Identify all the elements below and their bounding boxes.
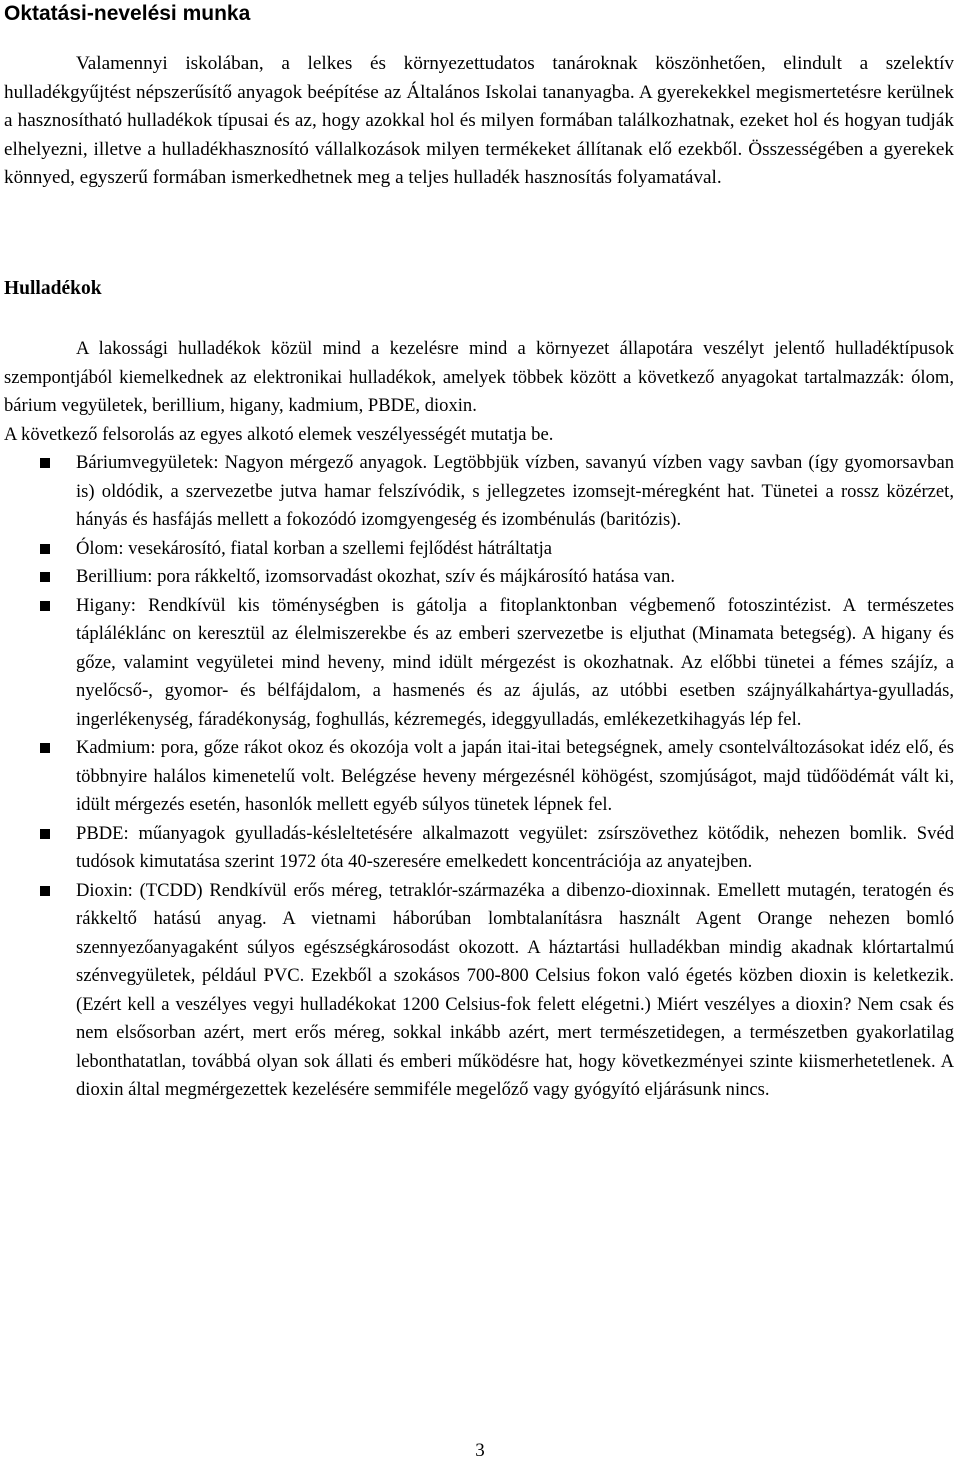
list-item [4,563,954,592]
list-item-text: Ólom: vesekárosító, fiatal korban a szellemi fejlődést hátráltatja [76,537,553,559]
list-item [4,877,954,1105]
list-item [4,820,954,877]
section-title: Hulladékok [4,278,102,299]
list-item-text: Higany: Rendkívül kis töménységben is gátolja a fitoplanktonban végbemenő fotoszintézist. A természetes tápláléklánc on keresztül az élelmiszerekbe és az emberi szervezetbe is eljuthat (Minamata betegség). A higany és gőze, valamint vegyületei mind heveny, mind idült mérgezést is okozhatnak. Az előbbi tünetei a fémes szájíz, a nyelőcső-, gyomor- és bélfájdalom, a hasmenés és az ájulás, az utóbbi esetben szájnyálkahártya-gyulladás, ingerlékenység, fáradékonyság, foghullás, kézremegés, ideggyulladás, emlékezetkihagyás lép fel. [76,594,954,730]
list-item [4,592,954,735]
square-bullet-icon [40,458,50,468]
hazard-list [4,449,954,1105]
list-item-text: Berillium: pora rákkeltő, izomsorvadást okozhat, szív és májkárosító hatása van. [76,566,675,587]
square-bullet-icon [40,572,50,582]
list-item-text: Kadmium: pora, gőze rákot okoz és okozója volt a japán itai-itai betegségnek, amely csontelváltozásokat idéz elő, és többnyire halálos kimenetelű volt. Belégzése heveny mérgezésnél köhögést, szomjúságot, majd tüdőödémát vált ki, idült mérgezés esetén, hasonlók mellett egyéb súlyos tünetek lépnek fel. [76,737,954,815]
list-item [4,734,954,820]
page-number: 3 [475,1440,485,1461]
waste-section [4,335,954,1105]
list-item-text: PBDE: műanyagok gyulladás-késleltetésére alkalmazott vegyület: zsírszövethez kötődik, nehezen bomlik. Svéd tudósok kimutatása szerint 1972 óta 40-szeresére emelkedett koncentrációja az anyatejben. [76,822,954,872]
list-item-text: Báriumvegyületek: Nagyon mérgező anyagok. Legtöbbjük vízben, savanyú vízben vagy savban (így gyomorsavban is) oldódik, a szervezetbe jutva hamar felszívódik, s jellegzetes izomsejt-méregként hat. Tünetei a rossz közérzet, hányás és hasfájás mellett a fokozódó izomgyengeség és izombénulás (baritózis). [76,452,954,530]
list-item [4,449,954,535]
list-item-text: Dioxin: (TCDD) Rendkívül erős méreg, tetraklór-származéka a dibenzo-dioxinnak. Emellett mutagén, teratogén és rákkeltő hatású anyag. A vietnami háborúban lombtalanításra használt Agent Orange nehezen bomló szennyezőanyagaként súlyos egészségkárosodást okozott. A háztartási hulladékban mindig akadnak klórtartalmú szénvegyületek, például PVC. Ezekből a szokásos 700-800 Celsius fokon való égetés közben dioxin is keletkezik. (Ezért kell a veszélyes vegyi hulladékokat 1200 Celsius-fok felett elégetni.) Miért veszélyes a dioxin? Nem csak és nem elsősorban azért, mert erős méreg, sokkal inkább azért, mert természetidegen, a természetben gyakorlatilag lebonthatatlan, továbbá olyan sok állati és emberi működésre hat, hogy következményei szinte kiismerhetetlenek. A dioxin által megmérgezettek kezelésére semmiféle megelőző vagy gyógyító eljárásunk nincs. [76,879,954,1100]
square-bullet-icon [40,829,50,839]
section-paragraph: A lakossági hulladékok közül mind a kezelésre mind a környezet állapotára veszélyt jelentő hulladéktípusok szempontjából kiemelkednek az elektronikai hulladékok, amelyek többek között a következő anyagokat tartalmazzák: ólom, bárium vegyületek, berillium, higany, kadmium, PBDE, dioxin. [4,338,954,416]
square-bullet-icon [40,743,50,753]
list-item [4,535,954,564]
square-bullet-icon [40,544,50,554]
page-title: Oktatási-nevelési munka [4,2,251,25]
square-bullet-icon [40,601,50,611]
list-intro: A következő felsorolás az egyes alkotó elemek veszélyességét mutatja be. [4,423,554,445]
square-bullet-icon [40,886,50,896]
intro-section [4,50,954,193]
intro-paragraph: Valamennyi iskolában, a lelkes és környezettudatos tanároknak köszönhetően, elindult a szelektív hulladékgyűjtést népszerűsítő anyagok beépítése az Általános Iskolai tananyagba. A gyerekekkel megismertetésre kerülnek a hasznosítható hulladékok típusai és az, hogy azokkal hol és milyen formában találkozhatnak, ezeket hol és hogyan tudják elhelyezni, illetve a hulladékhasznosító vállalkozások milyen termékeket állítanak elő ezekből. Összességében a gyerekek könnyed, egyszerű formában ismerkedhetnek meg a teljes hulladék hasznosítás folyamatával. [4,53,954,188]
